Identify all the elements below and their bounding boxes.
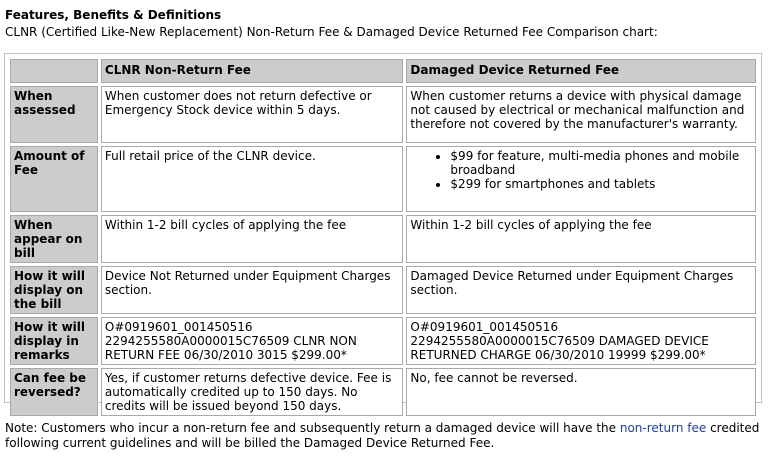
column-header-clnr: CLNR Non-Return Fee — [101, 59, 404, 83]
cell-damaged-when-appear-on-bill: Within 1-2 bill cycles of applying the fee — [406, 215, 756, 263]
row-label-when-assessed: When assessed — [10, 86, 98, 143]
cell-damaged-display-in-remarks — [406, 317, 756, 365]
remarks-charge-line: 2294255580A0000015C76509 DAMAGED DEVICE RETURNED CHARGE 06/30/2010 19999 $299.00* — [410, 334, 709, 362]
cell-clnr-when-appear-on-bill: Within 1-2 bill cycles of applying the fee — [101, 215, 404, 263]
cell-damaged-when-assessed: When customer returns a device with physical damage not caused by electrical or mechanical malfunction and therefore not covered by the manufacturer's warranty. — [406, 86, 756, 143]
footnote-text-after: credited following current guidelines and will be billed the Damaged Device Returned Fee. — [5, 421, 760, 450]
fee-amount-list — [410, 149, 752, 191]
cell-clnr-display-in-remarks — [101, 317, 404, 365]
comparison-table-frame — [4, 53, 762, 413]
table-header-row — [10, 59, 756, 83]
row-label-display-on-bill: How it will display on the bill — [10, 266, 98, 314]
header-corner-cell — [10, 59, 98, 83]
page-title: Features, Benefits & Definitions — [5, 8, 222, 22]
remarks-charge-line: 2294255580A0000015C76509 CLNR NON RETURN FEE 06/30/2010 3015 $299.00* — [104, 334, 357, 362]
non-return-fee-link[interactable]: non-return fee — [619, 421, 707, 435]
table-row — [10, 86, 756, 143]
cell-clnr-display-on-bill: Device Not Returned under Equipment Charges section. — [101, 266, 404, 314]
remarks-order-number: O#0919601_001450516 — [410, 320, 559, 334]
row-label-amount-of-fee: Amount of Fee — [10, 146, 98, 212]
table-row — [10, 266, 756, 314]
comparison-table — [7, 56, 759, 419]
cell-clnr-when-assessed: When customer does not return defective or Emergency Stock device within 5 days. — [101, 86, 404, 143]
footnote — [5, 421, 775, 451]
table-row — [10, 317, 756, 365]
page-subtitle: CLNR (Certified Like-New Replacement) Non-Return Fee & Damaged Device Returned Fee Comparison chart: — [5, 25, 658, 39]
cell-clnr-amount-of-fee: Full retail price of the CLNR device. — [101, 146, 404, 212]
column-header-damaged: Damaged Device Returned Fee — [406, 59, 756, 83]
footnote-text-before: Note: Customers who incur a non-return fee and subsequently return a damaged device will have the — [5, 421, 620, 435]
table-row — [10, 215, 756, 263]
row-label-when-appear-on-bill: When appear on bill — [10, 215, 98, 263]
cell-clnr-can-fee-be-reversed: Yes, if customer returns defective device. Fee is automatically credited up to 150 days. No credits will be issued beyond 150 days. — [101, 368, 404, 416]
remarks-order-number: O#0919601_001450516 — [104, 320, 253, 334]
cell-damaged-amount-of-fee — [406, 146, 756, 212]
list-item: • $99 for feature, multi-media phones and mobile broadband — [450, 149, 752, 177]
cell-damaged-can-fee-be-reversed: No, fee cannot be reversed. — [406, 368, 756, 416]
table-row — [10, 368, 756, 416]
row-label-can-fee-be-reversed: Can fee be reversed? — [10, 368, 98, 416]
table-row — [10, 146, 756, 212]
list-item: • $299 for smartphones and tablets — [450, 177, 752, 191]
row-label-display-in-remarks: How it will display in remarks — [10, 317, 98, 365]
cell-damaged-display-on-bill: Damaged Device Returned under Equipment Charges section. — [406, 266, 756, 314]
